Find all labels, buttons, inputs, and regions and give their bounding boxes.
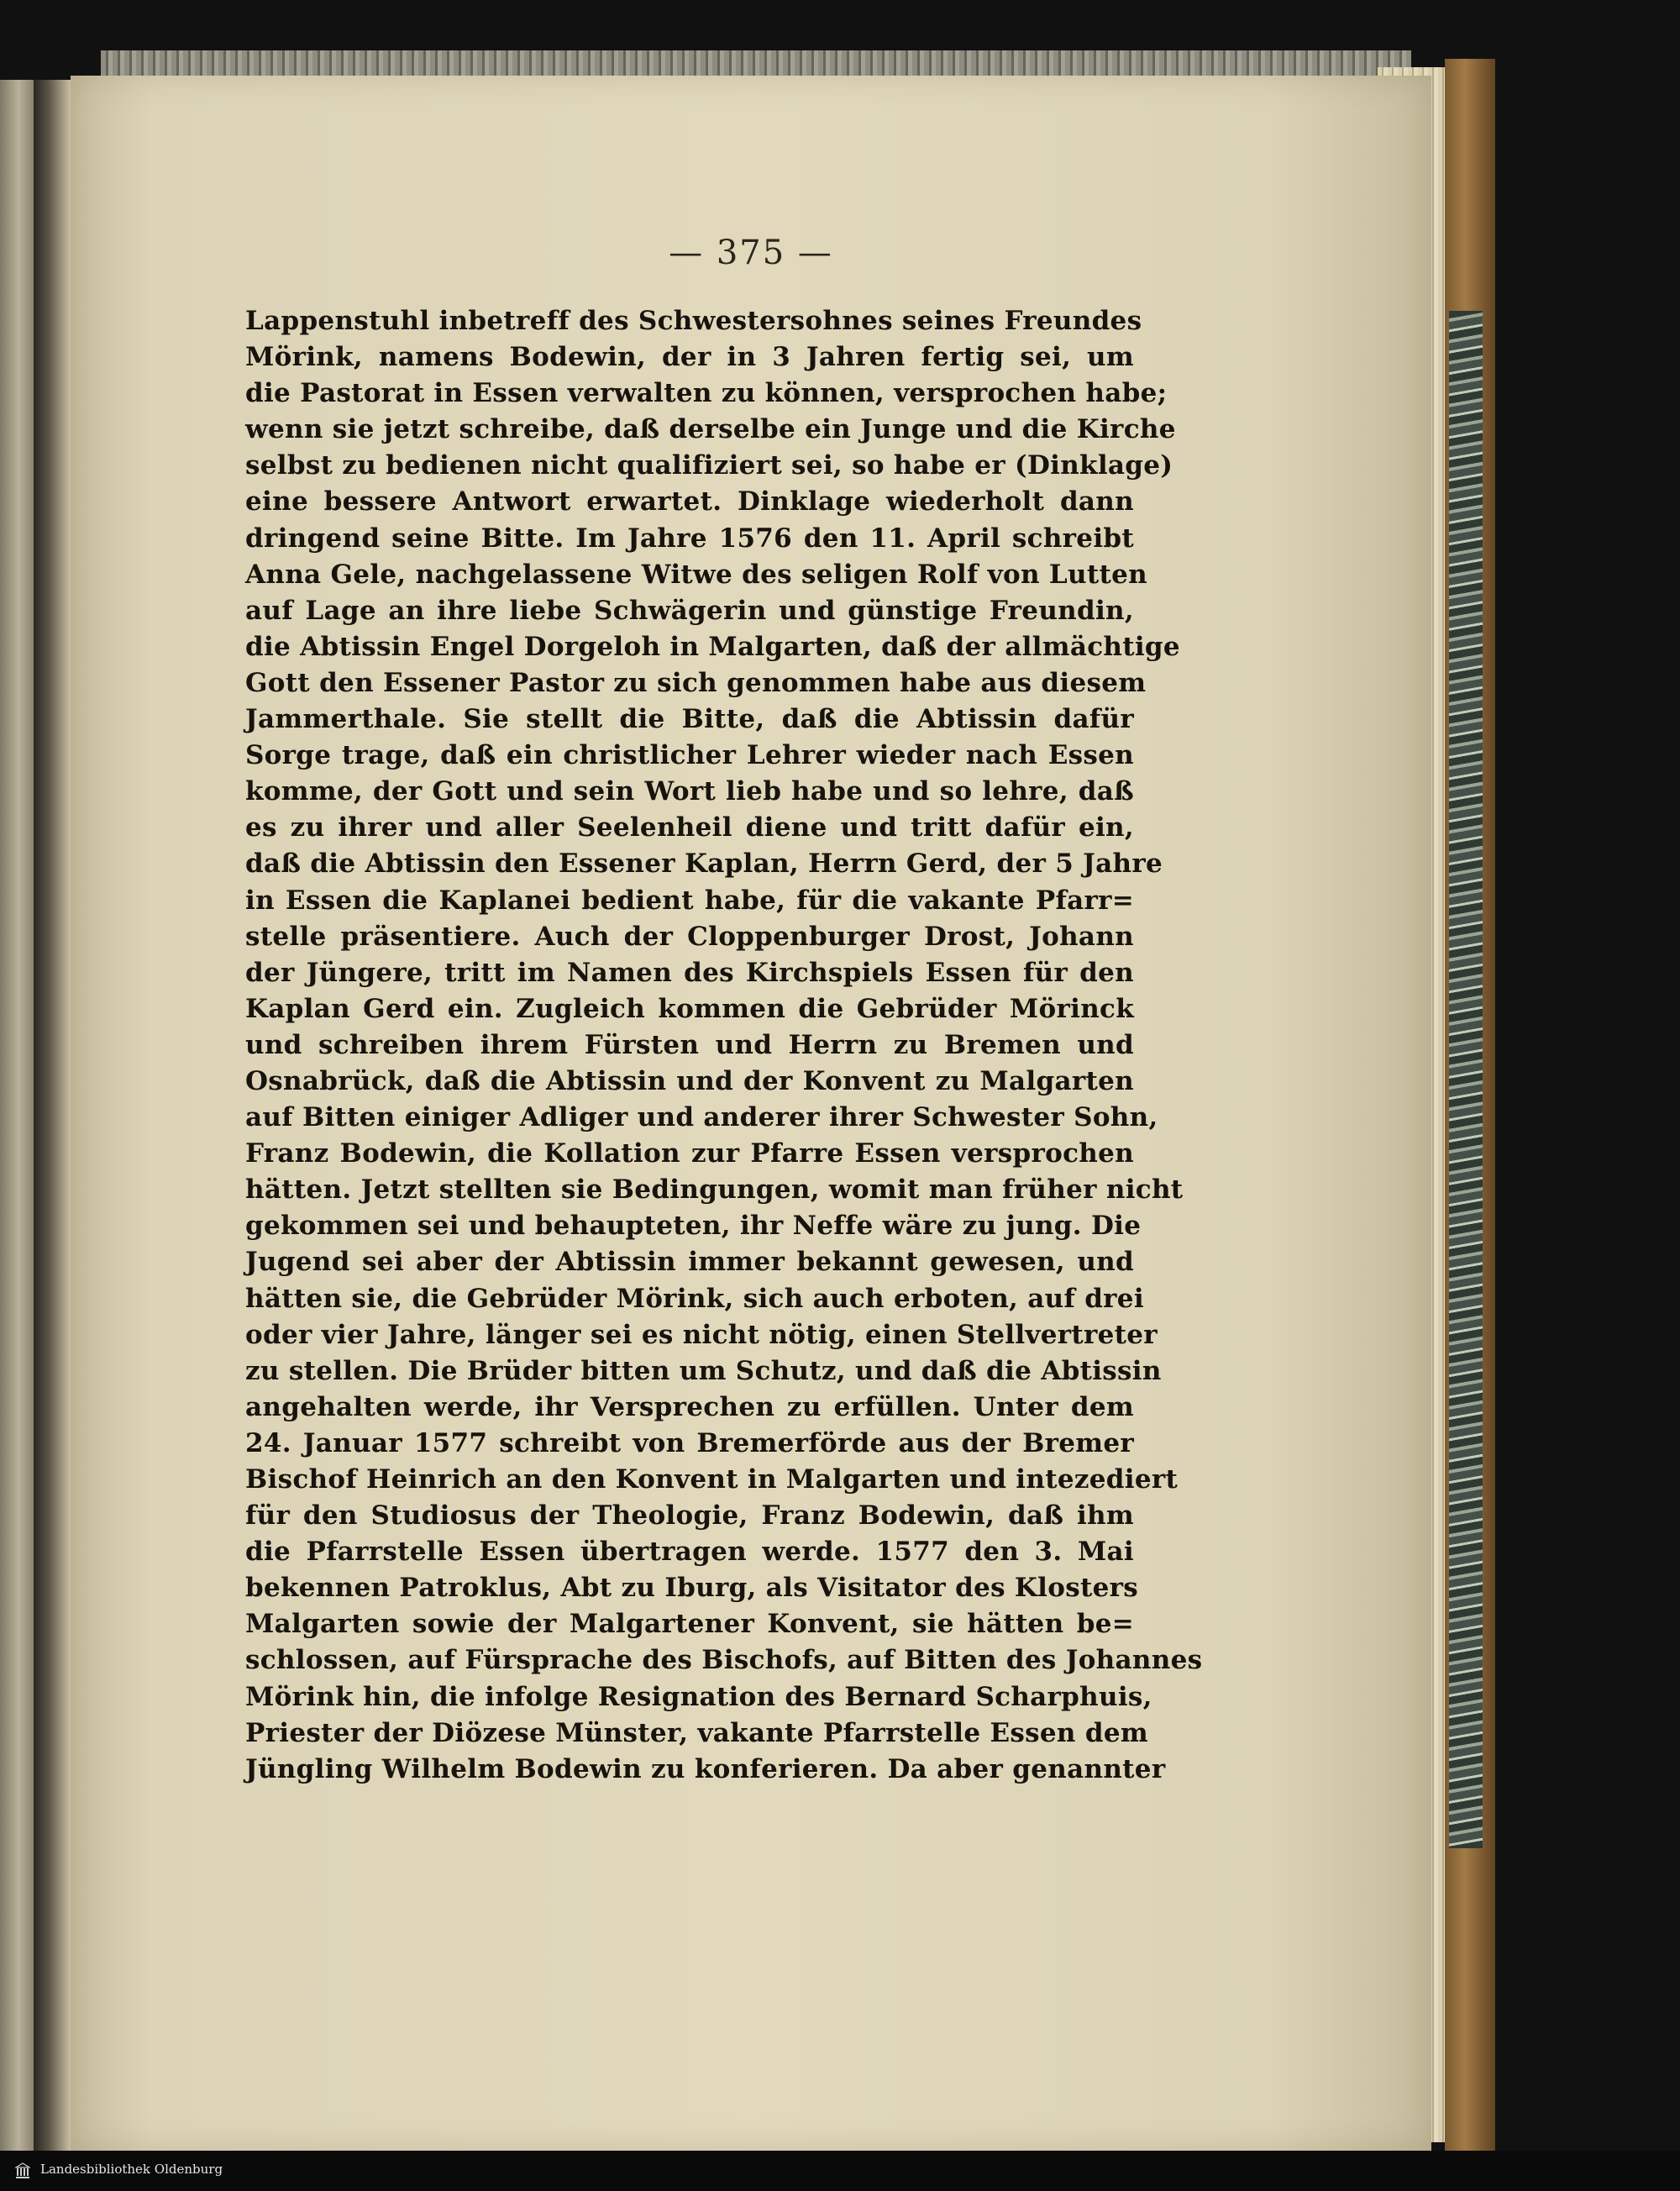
text-line: dringend seine Bitte. Im Jahre 1576 den 11. April schreibt — [245, 523, 1134, 554]
text-line: Sorge trage, daß ein christlicher Lehrer wieder nach Essen — [245, 740, 1134, 771]
viewer-footer — [0, 2151, 1680, 2191]
text-line: Kaplan Gerd ein. Zugleich kommen die Gebrüder Mörinck — [245, 993, 1134, 1024]
text-line: der Jüngere, tritt im Namen des Kirchspiels Essen für den — [245, 957, 1134, 988]
text-line: oder vier Jahre, länger sei es nicht nötig, einen Stellvertreter — [245, 1319, 1158, 1350]
text-line: Jüngling Wilhelm Bodewin zu konferieren. Da aber genannter — [245, 1753, 1166, 1784]
text-line: die Abtissin Engel Dorgeloh in Malgarten, daß der allmächtige — [245, 631, 1180, 662]
text-line: die Pastorat in Essen verwalten zu können, versprochen habe; — [245, 378, 1168, 409]
text-line: für den Studiosus der Theologie, Franz Bodewin, daß ihm — [245, 1500, 1134, 1532]
text-line: gekommen sei und behaupteten, ihr Neffe wäre zu jung. Die — [245, 1211, 1142, 1242]
library-credit[interactable]: Landesbibliothek Oldenburg — [40, 2162, 223, 2177]
text-line: Lappenstuhl inbetreff des Schwestersohnes seines Freundes — [245, 306, 1142, 336]
text-line: selbst zu bedienen nicht qualifiziert sei, so habe er (Dinklage) — [245, 450, 1173, 481]
text-line: wenn sie jetzt schreibe, daß derselbe ein Junge und die Kirche — [245, 414, 1176, 445]
text-line: eine bessere Antwort erwartet. Dinklage wiederholt dann — [245, 486, 1134, 518]
text-line: in Essen die Kaplanei bedient habe, für die vakante Pfarr= — [245, 885, 1134, 916]
text-line: Malgarten sowie der Malgartener Konvent, sie hätten be= — [245, 1609, 1134, 1640]
text-line: Jammerthale. Sie stellt die Bitte, daß die Abtissin dafür — [245, 704, 1134, 735]
text-line: schlossen, auf Fürsprache des Bischofs, auf Bitten des Johannes — [245, 1645, 1203, 1676]
text-line: 24. Januar 1577 schreibt von Bremerförde aus der Bremer — [245, 1427, 1134, 1458]
text-line: Osnabrück, daß die Abtissin und der Konvent zu Malgarten — [245, 1065, 1134, 1096]
book-gutter — [34, 80, 71, 2151]
text-line: Gott den Essener Pastor zu sich genommen habe aus diesem — [245, 667, 1147, 698]
text-line: daß die Abtissin den Essener Kaplan, Herrn Gerd, der 5 Jahre — [245, 849, 1163, 880]
text-line: hätten. Jetzt stellten sie Bedingungen, womit man früher nicht — [245, 1174, 1184, 1206]
text-line: Jugend sei aber der Abtissin immer bekannt gewesen, und — [245, 1247, 1134, 1278]
text-line: Anna Gele, nachgelassene Witwe des seligen Rolf von Lutten — [245, 559, 1147, 590]
text-line: stelle präsentiere. Auch der Cloppenburger Drost, Johann — [245, 921, 1134, 952]
text-line: zu stellen. Die Brüder bitten um Schutz, und daß die Abtissin — [245, 1355, 1162, 1386]
text-line: Mörink hin, die infolge Resignation des Bernard Scharphuis, — [245, 1681, 1152, 1712]
text-line: Priester der Diözese Münster, vakante Pfarrstelle Essen dem — [245, 1717, 1148, 1748]
left-page-edge — [0, 80, 34, 2151]
text-line: Bischof Heinrich an den Konvent in Malgarten und intezediert — [245, 1464, 1179, 1495]
page-number: — 375 — — [669, 234, 833, 272]
text-line: und schreiben ihrem Fürsten und Herrn zu Bremen und — [245, 1029, 1134, 1060]
text-line: die Pfarrstelle Essen übertragen werde. 1577 den 3. Mai — [245, 1537, 1134, 1568]
text-line: Mörink, namens Bodewin, der in 3 Jahren fertig sei, um — [245, 342, 1134, 373]
text-line: auf Lage an ihre liebe Schwägerin und günstige Freundin, — [245, 595, 1134, 626]
text-line: hätten sie, die Gebrüder Mörink, sich auch erboten, auf drei — [245, 1283, 1144, 1314]
text-line: angehalten werde, ihr Versprechen zu erfüllen. Unter dem — [245, 1391, 1134, 1422]
library-building-icon — [15, 2162, 30, 2179]
text-line: komme, der Gott und sein Wort lieb habe und so lehre, daß — [245, 776, 1134, 807]
page-body-text — [245, 303, 1203, 1788]
marbled-fore-edge — [1449, 311, 1483, 1848]
text-line: auf Bitten einiger Adliger und anderer ihrer Schwester Sohn, — [245, 1102, 1158, 1133]
text-line: bekennen Patroklus, Abt zu Iburg, als Visitator des Klosters — [245, 1573, 1139, 1604]
text-line: es zu ihrer und aller Seelenheil diene und tritt dafür ein, — [245, 812, 1134, 843]
text-line: Franz Bodewin, die Kollation zur Pfarre Essen versprochen — [245, 1138, 1134, 1169]
